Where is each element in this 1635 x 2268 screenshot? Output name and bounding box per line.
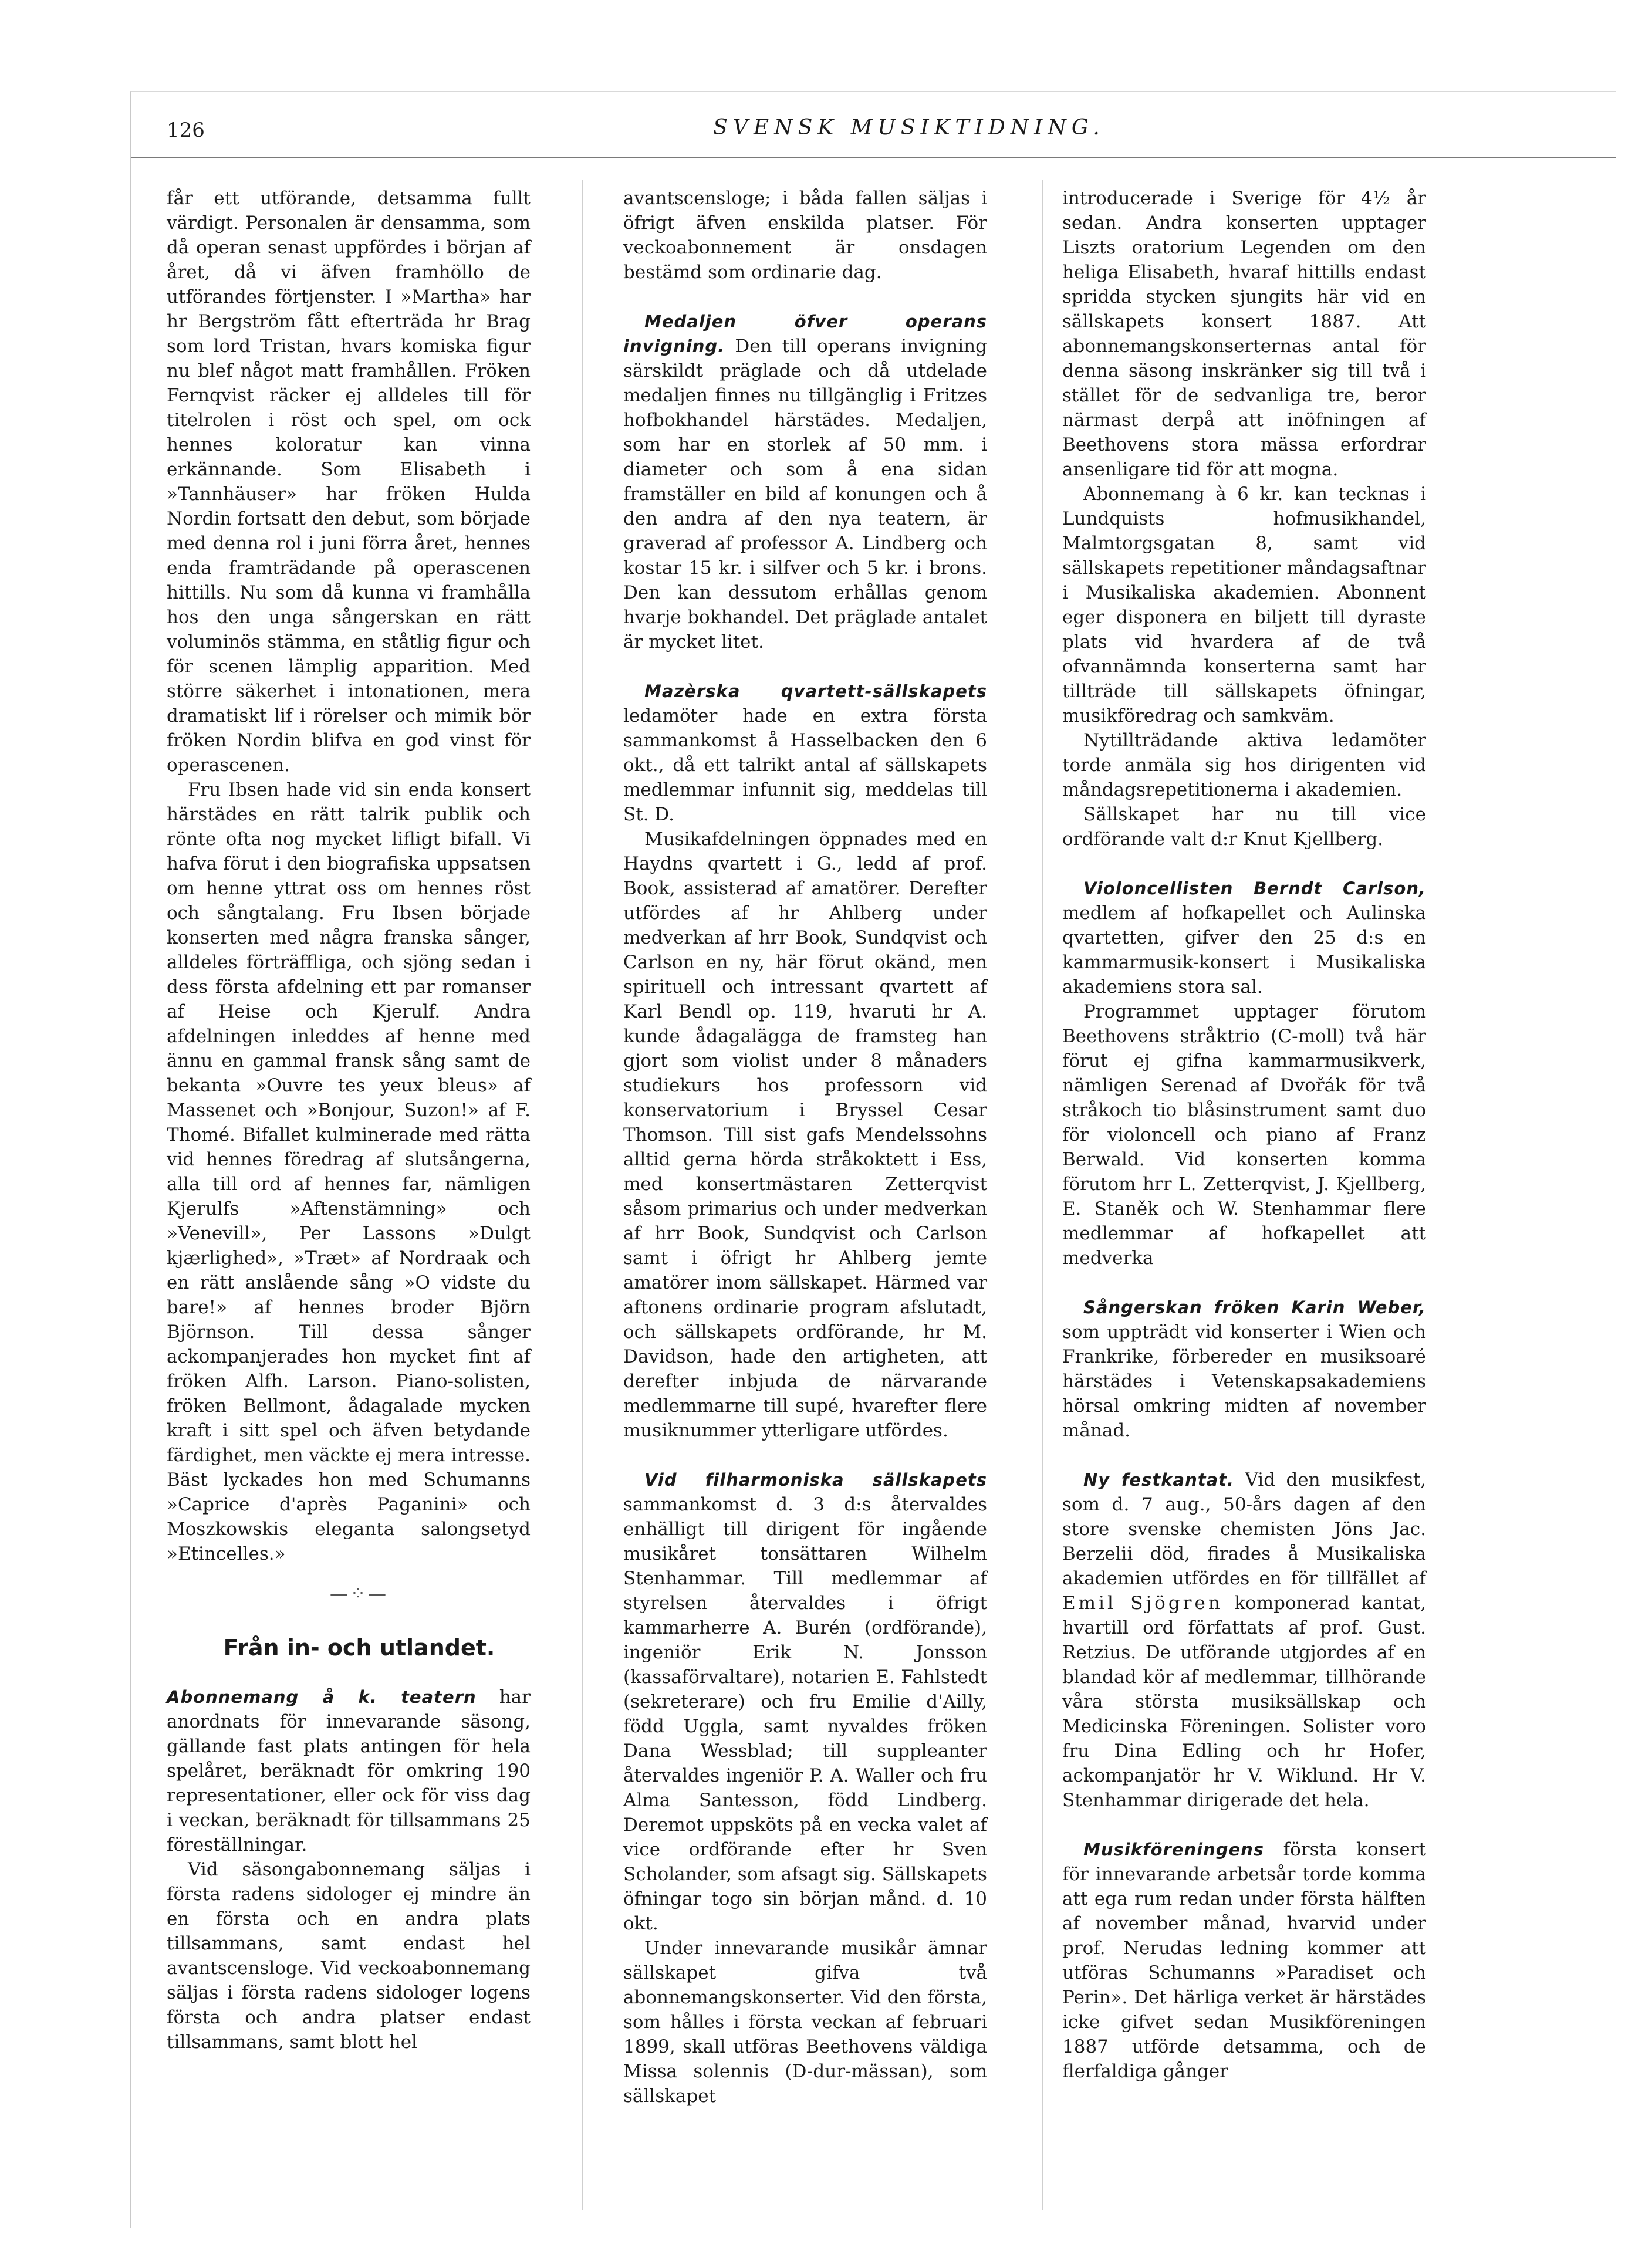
running-title: SVENSK MUSIKTIDNING. bbox=[713, 116, 1105, 140]
paragraph bbox=[1062, 1837, 1426, 2084]
item-text: första konsert för innevarande arbetsår torde komma att ega rum redan under första hälften af november månad, hvarvid under prof. Nerudas ledning kommer att utföras Schumanns »Paradiset och Perin». Det härliga verket är härstädes icke gifvet sedan Musikföreningen 1887 utförde detsamma, och de flerfaldiga gånger bbox=[1062, 1839, 1426, 2082]
magazine-page bbox=[130, 91, 1616, 2228]
item-heading: Sångerskan fröken Karin Weber, bbox=[1083, 1297, 1426, 1317]
column-2 bbox=[623, 186, 987, 2108]
paragraph: Abonnemang à 6 kr. kan tecknas i Lundquists hofmusikhandel, Malmtorgsgatan 8, samt vid sällskapets repetitioner måndagsaftnar i Musikaliska akademien. Abonnent eger disponera en biljett till dyraste plats vid hvardera af de två ofvannämnda konserterna samt har tillträde till sällskapets öfningar, musikföredrag och samkväm. bbox=[1062, 484, 1426, 726]
paragraph bbox=[623, 309, 987, 654]
paragraph: Nytillträdande aktiva ledamöter torde anmäla sig hos dirigenten vid måndagsrepetitionerna i akademien. bbox=[1062, 730, 1426, 800]
paragraph bbox=[1062, 1468, 1426, 1813]
item-heading: Vid filharmoniska sällskapets bbox=[644, 1470, 987, 1490]
column-divider bbox=[1042, 180, 1043, 2210]
paragraph: Vid säsongabonnemang säljas i första radens sidologer ej mindre än en första och en andra plats tillsammans, samt endast hel avantscensloge. Vid veckoabonnemang säljas i första radens sidologer logens första och andra platser endast tillsammans, samt blott hel bbox=[167, 1859, 531, 2053]
item-text: komponerad kantat, hvartill ord författats af prof. Gust. Retzius. De utförande utgjordes af en blandad kör af medlemmar, tillhörande våra största musiksällskap och Medicinska Föreningen. Solister voro fru Dina Edling och hr Hofer, ackompanjatör hr V. Wiklund. Hr V. Stenhammar dirigerade det hela. bbox=[1062, 1593, 1426, 1811]
item-heading: Abonnemang å k. teatern bbox=[167, 1687, 477, 1707]
paragraph bbox=[1062, 876, 1426, 999]
paragraph: Sällskapet har nu till vice ordförande valt d:r Knut Kjellberg. bbox=[1062, 804, 1426, 850]
paragraph bbox=[1062, 1295, 1426, 1443]
item-text: ledamöter hade en extra första sammankomst å Hasselbacken den 6 okt., då ett talrikt antal af sällskapets medlemmar infunnit sig, meddelas till St. D. bbox=[623, 705, 987, 825]
paragraph bbox=[623, 679, 987, 827]
paragraph: Programmet upptager förutom Beethovens stråktrio (C-moll) två här förut ej gifna kammarmusikverk, nämligen Serenad af Dvořák för två stråkoch tio blåsinstrument samt duo för violoncell och piano af Franz Berwald. Vid konserten komma förutom hrr L. Zetterqvist, J. Kjellberg, E. Staněk och W. Stenhammar flere medlemmar af hofkapellet att medverka bbox=[1062, 1001, 1426, 1269]
item-heading: Violoncellisten Berndt Carlson, bbox=[1083, 878, 1426, 898]
ornament-divider: —⁘— bbox=[330, 1583, 389, 1604]
column-3 bbox=[1062, 186, 1426, 2084]
item-heading: Musikföreningens bbox=[1083, 1840, 1265, 1860]
composer-name: Emil Sjögren bbox=[1062, 1593, 1223, 1614]
paragraph: avantscensloge; i båda fallen säljas i öfrigt äfven enskilda platser. För veckoabonnement är onsdagen bestämd som ordinarie dag. bbox=[623, 188, 987, 283]
section-title: Från in- och utlandet. bbox=[223, 1635, 495, 1661]
paragraph: Musikafdelningen öppnades med en Haydns qvartett i G., ledd af prof. Book, assisterad af amatörer. Derefter utfördes af hr Ahlberg under medverkan af hrr Book, Sundqvist och Carlson en ny, här förut okänd, men spirituell och intressant qvartett af Karl Bendl op. 119, hvaruti hr A. kunde ådagalägga de framsteg han gjort som violist under 8 månaders studiekurs hos professorn vid konservatorium i Bryssel Cesar Thomson. Till sist gafs Mendelssohns alltid gerna hörda stråkoktett i Ess, med konsertmästaren Zetterqvist såsom primarius och under medverkan af hrr Book, Sundqvist och Carlson samt i öfrigt hr Ahlberg jemte amatörer inom sällskapet. Härmed var aftonens ordinarie program afslutadt, och sällskapets ordförande, hr M. Davidson, hade den artigheten, att derefter inbjuda de närvarande medlemmarne till supé, hvarefter flere musiknummer ytterligare utfördes. bbox=[623, 829, 987, 1441]
paragraph bbox=[167, 1685, 531, 1857]
paragraph: introducerade i Sverige för 4½ år sedan. Andra konserten upptager Liszts oratorium Legenden om den heliga Elisabeth, hvaraf hittills endast spridda stycken sjungits här vid en sällskapets konsert 1887. Att abonnemangskonserternas antal för denna säsong inskränker sig till två i stället för de sedvanliga tre, beror närmast derpå att inöfningen af Beethovens stora mässa erfordrar ansenligare tid för att mogna. bbox=[1062, 188, 1426, 480]
paragraph: Fru Ibsen hade vid sin enda konsert härstädes en rätt talrik publik och rönte ofta nog mycket lifligt bifall. Vi hafva förut i den biografiska uppsatsen om henne yttrat oss om hennes röst och sångtalang. Fru Ibsen började konserten med några franska sånger, alldeles förträffliga, och sjöng sedan i dess första afdelning ett par romanser af Heise och Kjerulf. Andra afdelningen inleddes af henne med ännu en gammal fransk sång samt de bekanta »Ouvre tes yeux bleus» af Massenet och »Bonjour, Suzon!» af F. Thomé. Bifallet kulminerade med rätta vid hennes föredrag af slutsångerna, alla till ord af hennes far, nämligen Kjerulfs »Aftenstämning» och »Venevill», Per Lassons »Dulgt kjærlighed», »Træt» af Nordraak och en rätt anslående sång »O vidste du bare!» af hennes broder Björn Björnson. Till dessa sånger ackompanjerades hon mycket fint af fröken Alfh. Larson. Piano-solisten, fröken Bellmont, ådagalade mycken kraft i sitt spel och äfven betydande färdighet, men väckte ej mera intresse. Bäst lyckades hon med Schumanns »Caprice d'après Paganini» och Moszkowskis eleganta salongsetyd »Etincelles.» bbox=[167, 779, 531, 1564]
paragraph: får ett utförande, detsamma fullt värdigt. Personalen är densamma, som då operan senast uppfördes i början af året, då vi äfven framhöllo de utförandes förtjenster. I »Martha» har hr Bergström fått efterträda hr Brag som lord Tristan, hvars komiska figur nu blef något matt framhållen. Fröken Fernqvist räcker ej alldeles till för titelrolen i röst och spel, om ock hennes koloratur kan vinna erkännande. Som Elisabeth i »Tannhäuser» har fröken Hulda Nordin fortsatt den debut, som började med denna rol i juni förra året, hennes enda framträdande på operascenen hittills. Nu som då kunna vi framhålla hos den unga sångerskan en rätt voluminös stämma, en ståtlig figur och för scenen lämplig apparition. Med större säkerhet i intonationen, mera dramatiskt lif i rörelser och mimik bör fröken Nordin blifva en god vinst för operascenen. bbox=[167, 188, 531, 776]
item-text: som uppträdt vid konserter i Wien och Frankrike, förbereder en musiksoaré härstädes i Vetenskapsakademiens hörsal omkring midten af november månad. bbox=[1062, 1321, 1426, 1441]
item-heading: Mazèrska qvartett-sällskapets bbox=[644, 681, 987, 701]
item-text: medlem af hofkapellet och Aulinska qvartetten, gifver den 25 d:s en kammarmusik-konsert i Musikaliska akademiens stora sal. bbox=[1062, 903, 1426, 998]
paragraph: Under innevarande musikår ämnar sällskapet gifva två abonnemangskonserter. Vid den första, som hålles i första veckan af februari 1899, skall utföras Beethovens väldiga Missa solennis (D-dur-mässan), som sällskapet bbox=[623, 1938, 987, 2107]
item-text: Vid den musikfest, som d. 7 aug., 50-års dagen af den store svenske chemisten Jöns Jac. Berzelii död, firades å Musikaliska akademien utfördes en för tillfället af bbox=[1062, 1469, 1427, 1589]
column-1 bbox=[167, 186, 531, 2054]
item-text: har anordnats för innevarande säsong, gällande fast plats antingen för hela spelåret, beräknadt för omkring 190 representationer, eller ock för viss dag i veckan, beräknadt för tillsammans 25 föreställningar. bbox=[167, 1686, 531, 1855]
paragraph bbox=[623, 1468, 987, 1936]
page-header bbox=[131, 92, 1616, 158]
item-heading: Medaljen öfver operans invigning. bbox=[623, 312, 987, 356]
item-heading: Ny festkantat. bbox=[1083, 1470, 1235, 1490]
column-divider bbox=[582, 180, 583, 2210]
page-number: 126 bbox=[167, 119, 205, 142]
item-text: Den till operans invigning särskildt präglade och då utdelade medaljen finnes nu tillgänglig i Fritzes hofbokhandel härstädes. Medaljen, som har en storlek af 50 mm. i diameter och som å ena sidan framställer en bild af konungen och å den andra af den nya teatern, är graverad af professor A. Lindberg och kostar 15 kr. i silfver och 5 kr. i brons. Den kan dessutom erhållas genom hvarje bokhandel. Det präglade antalet är mycket litet. bbox=[623, 336, 987, 653]
item-text: sammankomst d. 3 d:s återvaldes enhälligt till dirigent för ingående musikåret tonsättaren Wilhelm Stenhammar. Till medlemmar af styrelsen återvaldes i öfrigt kammarherre A. Burén (ordförande), ingeniör Erik N. Jonsson (kassaförvaltare), notarien E. Fahlstedt (sekreterare) och fru Emilie d'Ailly, född Uggla, samt nyvaldes fröken Dana Wessblad; till suppleanter återvaldes ingeniör P. A. Waller och fru Alma Santesson, född Lindberg. Deremot uppsköts på en vecka valet af vice ordförande efter hr Sven Scholander, som afsagt sig. Sällskapets öfningar togo sin början månd. d. 10 okt. bbox=[623, 1494, 987, 1934]
